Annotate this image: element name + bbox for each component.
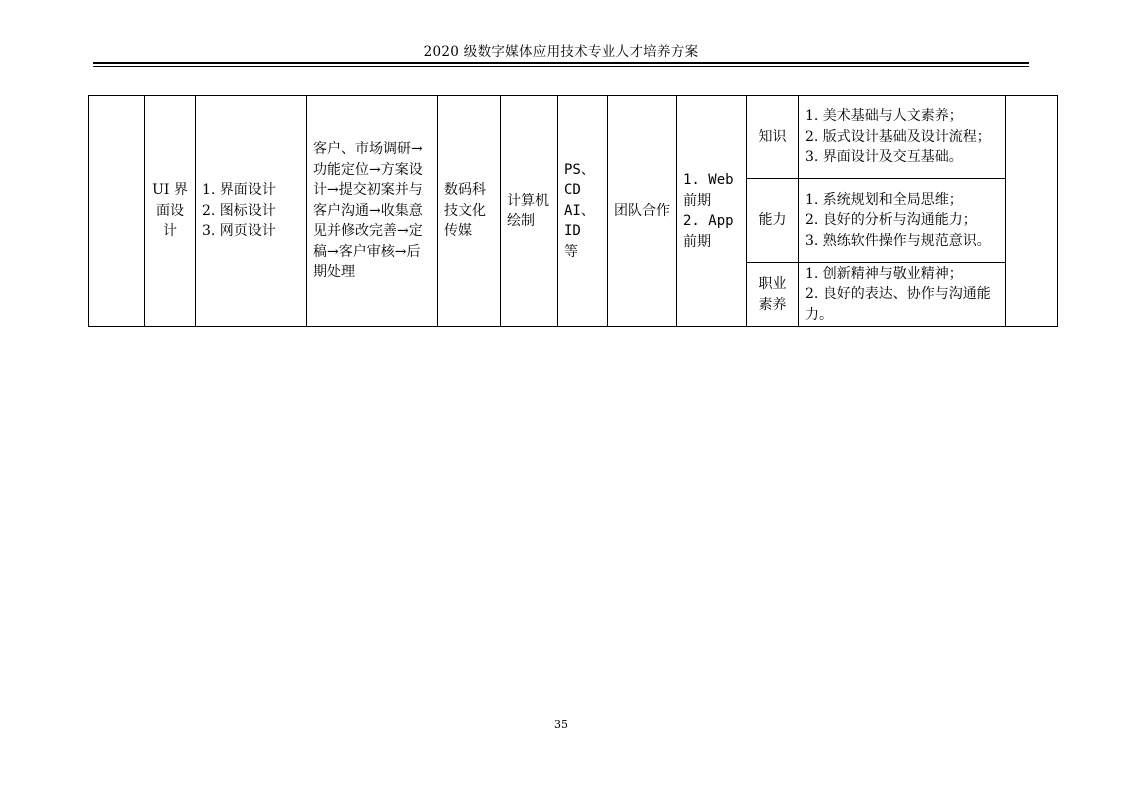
project-item: 前期: [683, 233, 711, 250]
requirement-item: 3. 界面设计及交互基础。: [805, 149, 963, 166]
module-item: 1. 界面设计: [202, 182, 276, 199]
index-cell: [89, 96, 145, 327]
requirement-label-professional: 职业素养: [747, 263, 799, 327]
course-name-line: UI 界: [152, 182, 188, 199]
requirement-item: 2. 良好的表达、协作与沟通能力。: [805, 286, 991, 323]
page-number: 35: [554, 718, 568, 731]
requirement-label-ability: 能力: [747, 179, 799, 263]
header-rule-thin: [93, 66, 1029, 67]
company-cell: 数码科技文化传媒: [438, 96, 501, 327]
requirement-item: 1. 美术基础与人文素养；: [805, 108, 963, 125]
module-item: 2. 图标设计: [202, 202, 276, 219]
software-item: CD: [564, 182, 581, 199]
software-item: PS、: [564, 161, 595, 178]
requirement-items-knowledge: [799, 96, 1006, 179]
venue-cell: 计算机绘制: [501, 96, 558, 327]
course-name-line: 面设: [156, 202, 184, 219]
team-cell: 团队合作: [608, 96, 677, 327]
course-table: [88, 95, 1058, 327]
header-rule-thick: [93, 62, 1029, 64]
table-row: [89, 96, 1058, 179]
modules-cell: [196, 96, 307, 327]
requirement-label-knowledge: 知识: [747, 96, 799, 179]
requirement-item: 1. 系统规划和全局思维；: [805, 191, 963, 208]
course-name-line: 计: [163, 223, 177, 240]
workflow-cell: 客户、市场调研→功能定位→方案设计→提交初案并与客户沟通→收集意见并修改完善→定稿→客户审核→后期处理: [307, 96, 438, 327]
software-cell: [558, 96, 608, 327]
requirement-item: 2. 良好的分析与沟通能力；: [805, 212, 977, 229]
course-name-cell: [145, 96, 196, 327]
requirement-items-professional: [799, 263, 1006, 327]
project-item: 前期: [683, 192, 711, 209]
module-item: 3. 网页设计: [202, 223, 276, 240]
project-cell: [677, 96, 747, 327]
project-item: 2. App: [683, 213, 734, 229]
requirement-items-ability: [799, 179, 1006, 263]
last-cell: [1006, 96, 1058, 327]
project-item: 1. Web: [683, 172, 734, 188]
software-item: ID 等: [564, 223, 581, 260]
requirement-item: 1. 创新精神与敬业精神；: [805, 265, 963, 282]
requirement-item: 3. 熟练软件操作与规范意识。: [805, 232, 991, 249]
page-header: 2020 级数字媒体应用技术专业人才培养方案: [423, 44, 699, 60]
software-item: AI、: [564, 202, 595, 219]
requirement-item: 2. 版式设计基础及设计流程；: [805, 128, 991, 145]
